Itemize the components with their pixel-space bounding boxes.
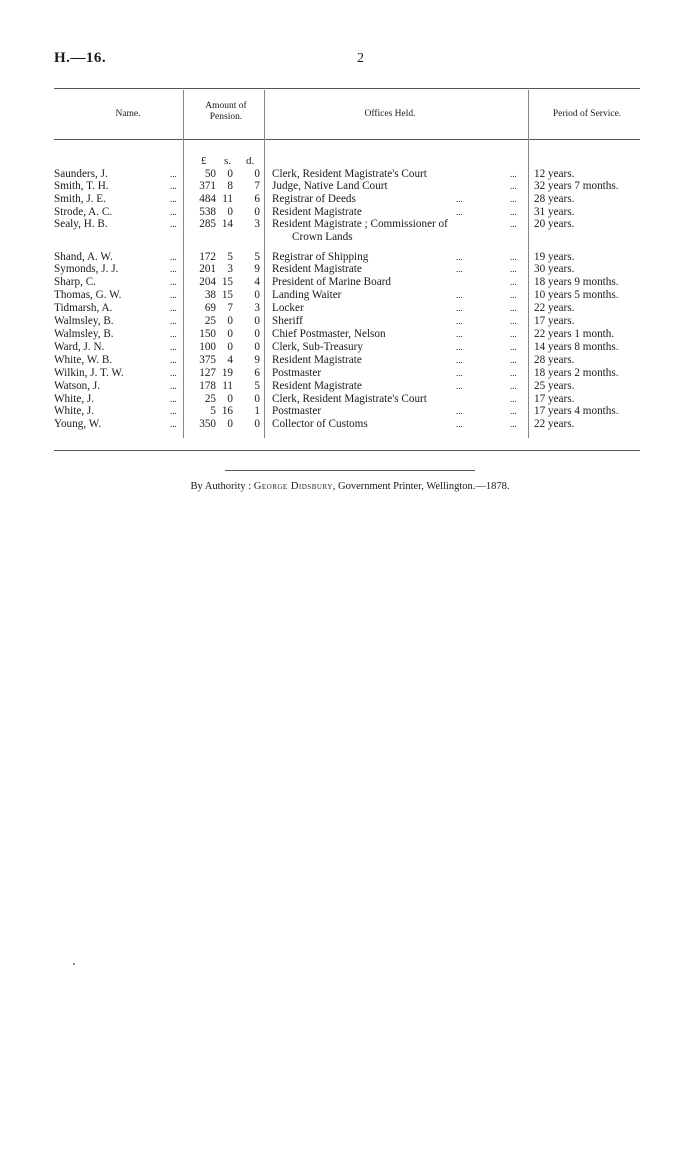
pensioner-name: Watson, J. <box>54 380 101 392</box>
leader-dots: ... <box>170 290 177 300</box>
pension-pounds: 127 <box>199 367 216 379</box>
pension-pounds: 538 <box>199 206 216 218</box>
pension-pence: 9 <box>254 354 260 366</box>
office-held: Postmaster <box>272 405 322 417</box>
office-held: Clerk, Resident Magistrate's Court <box>272 168 427 180</box>
leader-dots: ... <box>170 219 177 229</box>
leader-dots: ... <box>170 303 177 313</box>
office-held: Sheriff <box>272 315 303 327</box>
pension-shillings: 0 <box>227 393 233 405</box>
table-row <box>0 328 700 341</box>
office-held: Resident Magistrate <box>272 354 362 366</box>
office-held: Resident Magistrate ; Commissioner of <box>272 218 448 230</box>
period-of-service: 28 years. <box>534 193 575 205</box>
leader-dots: ... <box>170 381 177 391</box>
table-row <box>0 367 700 380</box>
table-row <box>0 289 700 302</box>
pensioner-name: Sharp, C. <box>54 276 96 288</box>
period-of-service: 30 years. <box>534 263 575 275</box>
office-held: Registrar of Shipping <box>272 251 369 263</box>
leader-dots: ... <box>456 194 463 204</box>
leader-dots: ... <box>510 181 517 191</box>
leader-dots: ... <box>170 169 177 179</box>
leader-dots: ... <box>510 194 517 204</box>
office-held: Postmaster <box>272 367 322 379</box>
office-held: President of Marine Board <box>272 276 391 288</box>
leader-dots: ... <box>170 277 177 287</box>
leader-dots: ... <box>170 342 177 352</box>
period-of-service: 14 years 8 months. <box>534 341 619 353</box>
pension-pence: 3 <box>254 302 260 314</box>
period-of-service: 20 years. <box>534 218 575 230</box>
pension-shillings: 7 <box>227 302 233 314</box>
pounds-heading: £ <box>201 155 207 167</box>
leader-dots: ... <box>510 264 517 274</box>
scan-speck <box>73 963 75 965</box>
pension-shillings: 11 <box>222 380 233 392</box>
table-row-continuation <box>0 231 700 244</box>
leader-dots: ... <box>510 219 517 229</box>
period-of-service: 32 years 7 months. <box>534 180 619 192</box>
leader-dots: ... <box>170 207 177 217</box>
pension-shillings: 16 <box>221 405 233 417</box>
pence-heading: d. <box>246 155 255 167</box>
pension-pence: 9 <box>254 263 260 275</box>
table-row <box>0 263 700 276</box>
pension-pounds: 178 <box>199 380 216 392</box>
pension-pounds: 38 <box>204 289 216 301</box>
leader-dots: ... <box>456 406 463 416</box>
leader-dots: ... <box>456 355 463 365</box>
period-of-service: 18 years 9 months. <box>534 276 619 288</box>
table-row <box>0 218 700 231</box>
pensioner-name: Smith, J. E. <box>54 193 106 205</box>
table-row <box>0 193 700 206</box>
pension-pence: 7 <box>254 180 260 192</box>
leader-dots: ... <box>510 355 517 365</box>
office-held: Chief Postmaster, Nelson <box>272 328 386 340</box>
leader-dots: ... <box>456 264 463 274</box>
pension-pence: 5 <box>254 380 260 392</box>
pensioner-name: White, J. <box>54 405 95 417</box>
leader-dots: ... <box>510 290 517 300</box>
leader-dots: ... <box>170 368 177 378</box>
pensioner-name: Thomas, G. W. <box>54 289 122 301</box>
pensioner-name: Shand, A. W. <box>54 251 113 263</box>
office-held: Registrar of Deeds <box>272 193 356 205</box>
pensioner-name: Strode, A. C. <box>54 206 113 218</box>
pension-shillings: 0 <box>227 418 233 430</box>
pensioner-name: Symonds, J. J. <box>54 263 119 275</box>
pensioner-name: Smith, T. H. <box>54 180 109 192</box>
pension-shillings: 0 <box>227 341 233 353</box>
leader-dots: ... <box>510 277 517 287</box>
pension-pounds: 350 <box>199 418 216 430</box>
col-header-offices: Offices Held. <box>364 109 416 119</box>
period-of-service: 31 years. <box>534 206 575 218</box>
period-of-service: 22 years 1 month. <box>534 328 615 340</box>
leader-dots: ... <box>510 329 517 339</box>
col-header-amount-line1: Amount of <box>205 101 247 111</box>
table-row <box>0 315 700 328</box>
pension-pence: 6 <box>254 193 260 205</box>
office-held: Locker <box>272 302 304 314</box>
imprint-printer-name: George Didsbury <box>253 481 333 492</box>
col-header-period: Period of Service. <box>552 109 622 119</box>
table-row <box>0 354 700 367</box>
table-row <box>0 302 700 315</box>
document-reference: H.—16. <box>54 50 107 66</box>
leader-dots: ... <box>170 264 177 274</box>
pension-shillings: 0 <box>227 206 233 218</box>
pension-pounds: 100 <box>199 341 216 353</box>
pension-pounds: 285 <box>199 218 216 230</box>
leader-dots: ... <box>456 342 463 352</box>
leader-dots: ... <box>510 303 517 313</box>
leader-dots: ... <box>170 355 177 365</box>
pension-pounds: 375 <box>199 354 216 366</box>
pension-pence: 0 <box>254 315 260 327</box>
pension-pence: 0 <box>254 168 260 180</box>
leader-dots: ... <box>456 329 463 339</box>
col-header-amount <box>183 101 269 123</box>
leader-dots: ... <box>510 419 517 429</box>
pension-shillings: 4 <box>227 354 233 366</box>
table-row <box>0 341 700 354</box>
pensioner-name: Walmsley, B. <box>54 328 114 340</box>
leader-dots: ... <box>456 368 463 378</box>
pension-pounds: 25 <box>204 393 216 405</box>
pension-pounds: 172 <box>199 251 216 263</box>
table-row <box>0 180 700 193</box>
pension-shillings: 0 <box>227 315 233 327</box>
pension-pence: 6 <box>254 367 260 379</box>
leader-dots: ... <box>170 329 177 339</box>
table-bottom-rule <box>54 450 640 451</box>
imprint-suffix: , Government Printer, Wellington.—1878. <box>332 481 510 492</box>
period-of-service: 17 years. <box>534 315 575 327</box>
period-of-service: 19 years. <box>534 251 575 263</box>
page-number: 2 <box>357 51 364 66</box>
pension-shillings: 5 <box>227 251 233 263</box>
pensioner-name: Saunders, J. <box>54 168 108 180</box>
table-row <box>0 405 700 418</box>
leader-dots: ... <box>170 316 177 326</box>
office-held: Resident Magistrate <box>272 263 362 275</box>
pensioner-name: Young, W. <box>54 418 102 430</box>
table-row <box>0 418 700 431</box>
period-of-service: 17 years 4 months. <box>534 405 619 417</box>
pensioner-name: Tidmarsh, A. <box>54 302 113 314</box>
period-of-service: 25 years. <box>534 380 575 392</box>
pension-shillings: 19 <box>221 367 233 379</box>
pension-pence: 0 <box>254 341 260 353</box>
pension-pence: 0 <box>254 206 260 218</box>
leader-dots: ... <box>456 381 463 391</box>
table-row <box>0 380 700 393</box>
leader-dots: ... <box>456 316 463 326</box>
pension-shillings: 15 <box>221 276 233 288</box>
pension-pounds: 204 <box>199 276 216 288</box>
leader-dots: ... <box>170 181 177 191</box>
pension-pence: 4 <box>254 276 260 288</box>
leader-dots: ... <box>510 252 517 262</box>
pension-pence: 1 <box>254 405 260 417</box>
office-held: Resident Magistrate <box>272 380 362 392</box>
pension-pence: 0 <box>254 328 260 340</box>
period-of-service: 17 years. <box>534 393 575 405</box>
pension-pounds: 371 <box>199 180 216 192</box>
period-of-service: 28 years. <box>534 354 575 366</box>
leader-dots: ... <box>510 342 517 352</box>
footer-rule <box>225 470 475 471</box>
pensioner-name: Sealy, H. B. <box>54 218 108 230</box>
leader-dots: ... <box>456 252 463 262</box>
pension-pounds: 5 <box>210 405 216 417</box>
pensioner-name: Walmsley, B. <box>54 315 114 327</box>
leader-dots: ... <box>510 368 517 378</box>
header-bottom-rule <box>54 139 640 140</box>
pension-pounds: 484 <box>199 193 216 205</box>
leader-dots: ... <box>510 207 517 217</box>
pension-pounds: 69 <box>204 302 216 314</box>
period-of-service: 22 years. <box>534 302 575 314</box>
pensioner-name: Wilkin, J. T. W. <box>54 367 124 379</box>
pension-shillings: 15 <box>221 289 233 301</box>
leader-dots: ... <box>170 394 177 404</box>
pension-shillings: 3 <box>227 263 233 275</box>
leader-dots: ... <box>170 252 177 262</box>
leader-dots: ... <box>510 169 517 179</box>
period-of-service: 12 years. <box>534 168 575 180</box>
leader-dots: ... <box>510 406 517 416</box>
pension-pence: 0 <box>254 418 260 430</box>
leader-dots: ... <box>456 419 463 429</box>
leader-dots: ... <box>456 207 463 217</box>
pension-shillings: 0 <box>227 328 233 340</box>
leader-dots: ... <box>170 406 177 416</box>
shillings-heading: s. <box>224 155 232 167</box>
leader-dots: ... <box>170 194 177 204</box>
office-held: Resident Magistrate <box>272 206 362 218</box>
pension-pounds: 150 <box>199 328 216 340</box>
office-held: Judge, Native Land Court <box>272 180 388 192</box>
pension-pence: 5 <box>254 251 260 263</box>
table-row <box>0 276 700 289</box>
leader-dots: ... <box>510 394 517 404</box>
office-held-continuation: Crown Lands <box>292 231 353 243</box>
col-header-amount-line2: Pension. <box>209 112 243 122</box>
leader-dots: ... <box>170 419 177 429</box>
pension-pounds: 50 <box>204 168 216 180</box>
pension-pence: 0 <box>254 289 260 301</box>
office-held: Clerk, Resident Magistrate's Court <box>272 393 427 405</box>
period-of-service: 22 years. <box>534 418 575 430</box>
leader-dots: ... <box>510 381 517 391</box>
pension-shillings: 14 <box>221 218 233 230</box>
pension-shillings: 11 <box>222 193 233 205</box>
office-held: Landing Waiter <box>272 289 342 301</box>
pension-pence: 0 <box>254 393 260 405</box>
printer-imprint <box>0 481 700 492</box>
leader-dots: ... <box>456 303 463 313</box>
period-of-service: 18 years 2 months. <box>534 367 619 379</box>
pension-shillings: 0 <box>227 168 233 180</box>
pension-pounds: 25 <box>204 315 216 327</box>
pensioner-name: White, W. B. <box>54 354 113 366</box>
pensioner-name: White, J. <box>54 393 95 405</box>
col-header-name: Name. <box>115 109 141 119</box>
leader-dots: ... <box>510 316 517 326</box>
pension-shillings: 8 <box>227 180 233 192</box>
leader-dots: ... <box>456 290 463 300</box>
office-held: Clerk, Sub-Treasury <box>272 341 363 353</box>
table-top-rule <box>54 88 640 89</box>
period-of-service: 10 years 5 months. <box>534 289 619 301</box>
pension-pounds: 201 <box>199 263 216 275</box>
pensioner-name: Ward, J. N. <box>54 341 105 353</box>
office-held: Collector of Customs <box>272 418 368 430</box>
pension-pence: 3 <box>254 218 260 230</box>
imprint-prefix: By Authority : <box>190 481 252 492</box>
